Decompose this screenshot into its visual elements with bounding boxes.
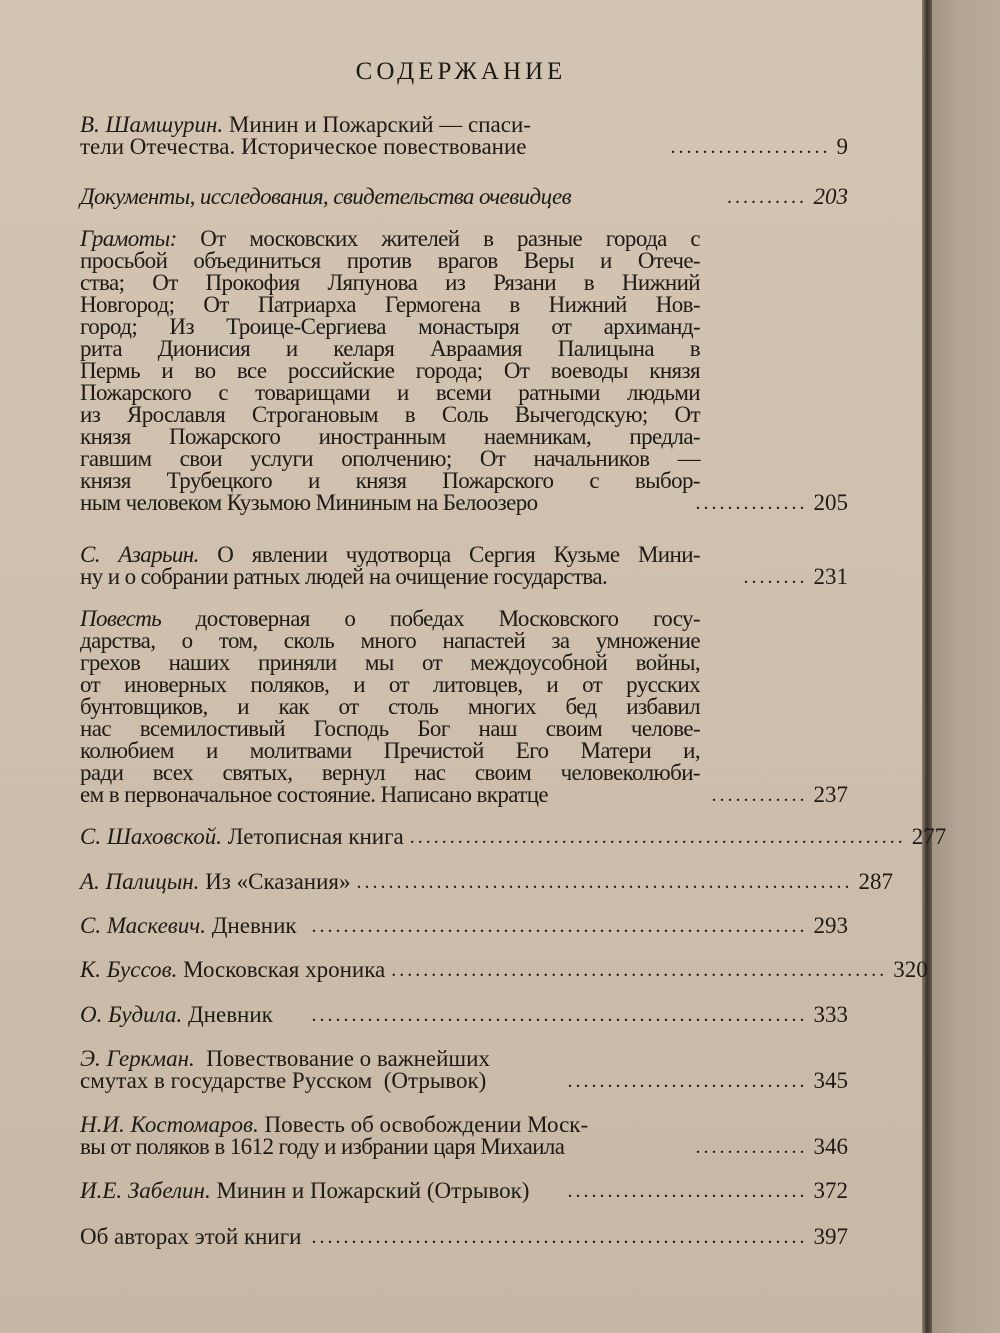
toc-leader: ..............: [695, 492, 808, 514]
toc-entry: [80, 915, 848, 937]
toc-leader: ........: [743, 566, 808, 588]
toc-leader: ..............................................................: [311, 1004, 808, 1026]
toc-line: бунтовщиков, и как от столь многих бед избавил: [80, 694, 700, 719]
toc-line: князя Пожарского иностранным наемникам, предла-: [80, 424, 700, 449]
toc-leader: ..............................................................: [356, 871, 853, 893]
toc-leader: ..............................: [567, 1070, 808, 1092]
toc-page: 333: [813, 1002, 848, 1027]
toc-entry: [80, 544, 848, 588]
toc-line: рита Дионисия и келаря Авраамия Палицына в: [80, 336, 700, 361]
toc-page: 9: [836, 134, 848, 159]
toc-page: 346: [813, 1134, 848, 1159]
toc-page: 277: [911, 824, 947, 849]
page-title: СОДЕРЖАНИЕ: [355, 58, 567, 85]
toc-line: грехов наших приняли мы от междоусобной войны,: [80, 650, 700, 675]
toc-title-last: Минин и Пожарский (Отрывок): [216, 1178, 530, 1203]
toc-page: 287: [858, 869, 893, 894]
toc-entry: [80, 1180, 848, 1202]
toc-line: просьбой объединиться против врагов Веры и Отече-: [80, 248, 700, 273]
toc-line: нас всемилостивый Господь Бог наш своим челове-: [80, 716, 700, 741]
toc-leader: ............: [711, 784, 808, 806]
toc-author: С. Шаховской.: [80, 824, 222, 849]
toc-line: ства; От Прокофия Ляпунова из Рязани в Нижний: [80, 270, 700, 295]
toc-entry: [80, 1048, 848, 1092]
toc-title-last: ну и о собрании ратных людей на очищение государства.: [80, 564, 608, 589]
toc-title-last: Дневник: [211, 913, 297, 938]
toc-line: О явлении чудотворца Сергия Кузьме Мини-: [217, 542, 700, 567]
toc-entry: [80, 114, 848, 158]
toc-author: Н.И. Костомаров.: [80, 1112, 259, 1137]
toc-entry: [80, 608, 848, 806]
toc-line: ради всех святых, вернул нас своим человеколюби-: [80, 760, 700, 785]
toc-leader: ..............: [695, 1136, 808, 1158]
facing-page-edge: [932, 0, 1000, 1333]
toc-page: 397: [813, 1224, 848, 1249]
toc-line: от иноверных поляков, и от литовцев, и от русских: [80, 672, 700, 697]
toc-title-last: ным человеком Кузьмою Мининым на Белоозеро: [80, 490, 538, 515]
toc-entry: [80, 186, 848, 208]
toc-leader: ..............................................................: [391, 959, 888, 981]
toc-entry: [80, 1226, 848, 1248]
toc-line: Минин и Пожарский — спаси-: [228, 112, 531, 137]
toc-author: С. Азарьин.: [80, 542, 199, 567]
toc-title-last: Дневник: [187, 1002, 273, 1027]
toc-page: 237: [813, 782, 848, 807]
toc-author: И.Е. Забелин.: [80, 1178, 211, 1203]
toc-line: От московских жителей в разные города с: [200, 226, 700, 251]
toc-page: 345: [813, 1068, 848, 1093]
toc-entry: [80, 824, 947, 849]
toc-leader: ..............................................................: [409, 826, 906, 848]
toc-page: 372: [813, 1178, 848, 1203]
toc-title-last: Из «Сказания»: [205, 869, 351, 894]
book-gutter: [922, 0, 932, 1333]
toc-page: 320: [893, 957, 928, 982]
toc-entry: [80, 869, 893, 894]
toc-entry: [80, 957, 928, 982]
toc-title-last: Летописная книга: [227, 824, 404, 849]
toc-entry: [80, 228, 848, 514]
toc-line: Повесть об освобождении Моск-: [264, 1112, 589, 1137]
toc-leader: ..............................: [567, 1180, 808, 1202]
toc-line: город; Из Троице-Сергиева монастыря от архиманд-: [80, 314, 700, 339]
toc-author: С. Маскевич.: [80, 913, 206, 938]
toc-line: дарства, о том, сколь много напастей за умножение: [80, 628, 700, 653]
toc-title-last: Об авторах этой книги: [80, 1224, 302, 1249]
toc-author: В. Шамшурин.: [80, 112, 224, 137]
toc-title-last: смутах в государстве Русском (Отрывок): [80, 1068, 487, 1093]
toc-author: А. Палицын.: [80, 869, 200, 894]
toc-line: Новгород; От Патриарха Гермогена в Нижний Нов-: [80, 292, 700, 317]
toc-entry: [80, 1114, 848, 1158]
toc-line: колюбием и молитвами Пречистой Его Матери и,: [80, 738, 700, 763]
toc-author: Повесть: [80, 606, 162, 631]
toc-entry: [80, 1004, 848, 1026]
toc-line: из Ярославля Строгановым в Соль Вычегодскую; От: [80, 402, 700, 427]
toc-line: достоверная о победах Московского госу-: [195, 606, 700, 631]
toc-page: 203: [813, 184, 848, 209]
toc-leader: ....................: [670, 136, 831, 158]
toc-leader: ..............................................................: [311, 1226, 808, 1248]
toc-author: Грамоты:: [80, 226, 177, 251]
toc-line: Пожарского с товарищами и всеми ратными людьми: [80, 380, 700, 405]
toc-author: О. Будила.: [80, 1002, 183, 1027]
toc-title-last: Московская хроника: [183, 957, 386, 982]
toc-line: Пермь и во все российские города; От воеводы князя: [80, 358, 700, 383]
toc-line: Повествование о важнейших: [206, 1046, 490, 1071]
toc-leader: ..............................................................: [311, 915, 808, 937]
toc-author: Э. Геркман.: [80, 1046, 195, 1071]
toc-title-last: Документы, исследования, свидетельства очевидцев: [80, 184, 572, 209]
toc-page: 231: [813, 564, 848, 589]
toc-page: 293: [813, 913, 848, 938]
toc-title-last: вы от поляков в 1612 году и избрании царя Михаила: [80, 1134, 565, 1159]
toc-author: К. Буссов.: [80, 957, 178, 982]
toc-leader: ..........: [727, 186, 808, 208]
toc-line: гавшим свои услуги ополчению; От начальников —: [80, 446, 700, 471]
toc-page: 205: [813, 490, 848, 515]
toc-title-last: тели Отечества. Историческое повествование: [80, 134, 527, 159]
toc-line: князя Трубецкого и князя Пожарского с выбор-: [80, 468, 700, 493]
toc-title-last: ем в первоначальное состояние. Написано вкратце: [80, 782, 549, 807]
